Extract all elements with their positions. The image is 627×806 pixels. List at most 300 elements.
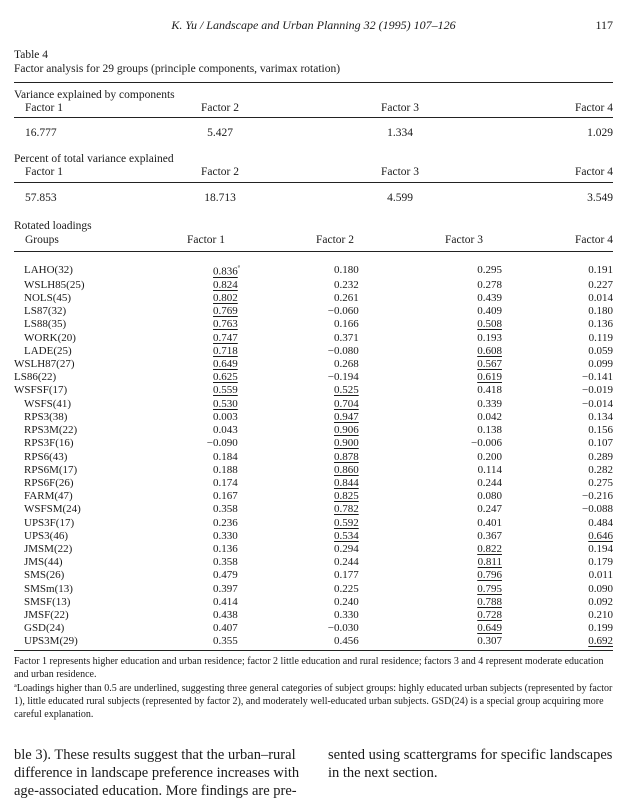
loading-value: 0.747 [213,331,238,344]
footnote-marker: ª [237,264,240,272]
loading-value: 0.822 [477,542,502,555]
loading-value: 0.275 [588,476,613,489]
loading-value: 0.649 [213,358,238,371]
variance-value-f1: 16.777 [25,127,57,139]
loading-value: 0.844 [333,476,359,489]
loading-value: 0.014 [588,292,613,305]
loading-cell-f3 [359,477,502,490]
loading-cell-f4 [502,451,613,464]
loading-value: 0.090 [588,582,613,595]
loading-cell-f4 [502,358,613,371]
loading-value: 0.625 [213,371,238,384]
loading-value: 0.811 [477,556,502,569]
loading-value: 0.080 [477,490,502,503]
table-row [14,398,613,411]
loading-cell-f3 [359,503,502,516]
loading-cell-f2 [246,279,359,292]
loading-cell-f1 [143,305,246,318]
loading-cell-f1 [143,635,246,648]
table-bottom-rule [14,650,613,651]
loading-value: 0.232 [333,278,359,291]
loading-value: 0.200 [477,450,502,463]
loading-cell-f3 [359,530,502,543]
rotated-header-f2: Factor 2 [316,234,355,246]
percent-header-rule [14,182,613,183]
loading-value: 0.244 [477,476,502,489]
loading-cell-f3 [359,490,502,503]
group-cell: JMSM(22) [24,542,73,555]
group-cell: RPS3F(16) [24,437,74,450]
loading-value: 0.796 [477,569,502,582]
loading-value: 0.307 [477,635,502,648]
loading-cell-f4 [502,384,613,397]
loading-value: 0.592 [333,516,359,529]
loading-value: −0.030 [327,622,359,635]
group-cell: UPS3F(17) [24,516,75,529]
loading-value: −0.019 [582,384,613,397]
loading-cell-f3 [359,305,502,318]
body-text-left-column: ble 3). These results suggest that the urban–rural difference in landscape preference increases with age-associated education. More findings are pre- [14,747,300,799]
loading-cell-f4 [502,398,613,411]
loading-cell-f4 [502,490,613,503]
loading-cell-f2 [246,477,359,490]
rotated-header-rule [14,251,613,252]
loading-cell-f4 [502,503,613,516]
group-cell: WSFS(41) [24,397,72,410]
loading-cell-f3 [359,424,502,437]
loading-cell-f2 [246,305,359,318]
loading-value: 0.479 [213,569,238,582]
loading-cell-f3 [359,556,502,569]
loading-value: 0.355 [213,635,238,648]
loading-value: 0.166 [333,318,359,331]
loading-cell-f4 [502,622,613,635]
loading-cell-f4 [502,345,613,358]
table-row [14,332,613,345]
loading-cell-f1 [143,530,246,543]
loading-value: 0.294 [333,542,359,555]
loading-cell-f2 [246,503,359,516]
table-row [14,490,613,503]
loading-cell-f3 [359,345,502,358]
loading-value: 0.401 [477,516,502,529]
loading-value: 0.763 [213,318,238,331]
loading-cell-f3 [359,398,502,411]
loading-value: 0.236 [213,516,238,529]
loading-cell-f4 [502,371,613,384]
loading-cell-f1 [143,262,246,279]
group-cell: LS86(22) [14,371,57,384]
loading-value: 0.180 [333,263,359,276]
table-row [14,358,613,371]
group-cell: RPS6F(26) [24,476,74,489]
loading-value: 0.240 [333,595,359,608]
loading-cell-f1 [143,292,246,305]
loading-cell-f1 [143,384,246,397]
loading-cell-f2 [246,517,359,530]
loading-cell-f1 [143,398,246,411]
table-row [14,622,613,635]
group-cell: RPS6(43) [24,450,68,463]
table-row [14,556,613,569]
loading-cell-f1 [143,437,246,450]
loading-cell-f1 [143,596,246,609]
variance-header-rule [14,117,613,118]
loading-value: 0.278 [477,278,502,291]
loading-cell-f1 [143,503,246,516]
group-cell: LS87(32) [24,305,67,318]
variance-header-f4: Factor 4 [574,102,613,114]
loading-value: 0.367 [477,529,502,542]
loading-cell-f2 [246,371,359,384]
loading-cell-f1 [143,358,246,371]
loading-value: 0.268 [333,358,359,371]
loading-value: 0.534 [333,529,359,542]
loading-cell-f4 [502,517,613,530]
table-row [14,517,613,530]
loading-value: 0.439 [477,292,502,305]
rotated-section-title: Rotated loadings [14,220,92,232]
loading-cell-f1 [143,371,246,384]
loading-value: 0.193 [477,331,502,344]
loading-cell-f4 [502,635,613,648]
loading-value: 0.247 [477,503,502,516]
group-cell: WORK(20) [24,331,76,344]
percent-header-f4: Factor 4 [574,166,613,178]
loading-cell-f4 [502,596,613,609]
loading-cell-f1 [143,569,246,582]
loading-value: 0.649 [477,622,502,635]
loading-cell-f3 [359,437,502,450]
group-cell: LADE(25) [24,344,72,357]
loading-value: 0.295 [477,263,502,276]
loading-value: 0.156 [588,424,613,437]
loading-cell-f2 [246,318,359,331]
loading-cell-f2 [246,569,359,582]
loading-cell-f1 [143,622,246,635]
rotated-loadings-table [14,262,613,649]
loading-value: 0.704 [333,397,359,410]
group-cell: JMSF(22) [24,608,69,621]
loading-cell-f2 [246,451,359,464]
loading-value: 0.619 [477,371,502,384]
loading-cell-f1 [143,556,246,569]
loading-value: 0.003 [213,410,238,423]
loading-value: 0.878 [333,450,359,463]
variance-value-f2: 5.427 [207,127,233,139]
footnote-underlining: ªLoadings higher than 0.5 are underlined, suggesting three general categories of subject groups: highly educated urban subjects (represented by factor 1), little educated rural subjects (represented by factor 2), and moderately well-educated urban subjects. GSD(24) is a special group acquiring more careful explanation. [14,683,613,720]
table-row [14,569,613,582]
loading-value: −0.006 [470,437,502,450]
percent-header-f3: Factor 3 [380,166,419,178]
loading-value: 0.289 [588,450,613,463]
loading-value: 0.191 [588,263,613,276]
loading-value: 0.138 [477,424,502,437]
loading-value: 0.836 [213,265,238,278]
loading-value: 0.339 [477,397,502,410]
loading-value: −0.141 [582,371,613,384]
loading-value: 0.167 [213,490,238,503]
loading-value: 0.718 [213,344,238,357]
loading-value: 0.530 [213,397,238,410]
loading-value: 0.418 [477,384,502,397]
percent-value-f3: 4.599 [387,192,413,204]
loading-value: 0.134 [588,410,613,423]
loading-value: 0.099 [588,358,613,371]
variance-value-f3: 1.334 [387,127,413,139]
loading-cell-f3 [359,358,502,371]
loading-cell-f4 [502,543,613,556]
loading-cell-f3 [359,635,502,648]
table-row [14,411,613,424]
percent-value-f4: 3.549 [587,192,613,204]
group-cell: WSLH85(25) [24,278,85,291]
loading-cell-f3 [359,622,502,635]
loading-cell-f4 [502,569,613,582]
page-number: 117 [595,18,613,32]
loading-value: 0.136 [588,318,613,331]
loading-value: 0.059 [588,344,613,357]
loading-value: 0.261 [333,292,359,305]
loading-cell-f2 [246,543,359,556]
loading-value: 0.860 [333,463,359,476]
loading-cell-f4 [502,437,613,450]
loading-value: 0.508 [477,318,502,331]
loading-value: −0.194 [327,371,359,384]
loading-value: 0.043 [213,424,238,437]
group-cell: RPS6M(17) [24,463,78,476]
loading-cell-f2 [246,437,359,450]
loading-cell-f3 [359,517,502,530]
loading-value: 0.397 [213,582,238,595]
table-row [14,635,613,648]
group-cell: SMSF(13) [24,595,71,608]
loading-cell-f2 [246,398,359,411]
loading-value: 0.136 [213,542,238,555]
table-row [14,345,613,358]
loading-value: 0.330 [333,608,359,621]
loading-value: 0.244 [333,556,359,569]
loading-cell-f4 [502,464,613,477]
table-caption: Factor analysis for 29 groups (principle components, varimax rotation) [14,63,341,75]
variance-header-f3: Factor 3 [380,102,419,114]
table-row [14,279,613,292]
loading-value: 0.947 [333,410,359,423]
loading-value: 0.330 [213,529,238,542]
loading-value: −0.090 [206,437,238,450]
loading-value: 0.567 [477,358,502,371]
percent-header-f1: Factor 1 [25,166,64,178]
loading-cell-f2 [246,622,359,635]
loading-cell-f3 [359,292,502,305]
table-row [14,424,613,437]
loading-value: 0.358 [213,556,238,569]
loading-value: 0.107 [588,437,613,450]
group-cell: RPS3(38) [24,410,68,423]
group-cell: SMS(26) [24,569,65,582]
loading-value: 0.407 [213,622,238,635]
percent-section-title: Percent of total variance explained [14,153,174,165]
loading-cell-f1 [143,517,246,530]
table-row [14,305,613,318]
group-cell: JMS(44) [24,556,63,569]
loading-cell-f4 [502,318,613,331]
loading-value: 0.824 [213,278,238,291]
group-cell: NOLS(45) [24,292,72,305]
loading-cell-f1 [143,424,246,437]
loading-cell-f3 [359,451,502,464]
loading-cell-f2 [246,345,359,358]
loading-value: −0.088 [582,503,613,516]
group-cell: LS88(35) [24,318,67,331]
loading-value: 0.092 [588,595,613,608]
table-row [14,609,613,622]
loading-value: −0.014 [582,397,613,410]
loading-value: 0.042 [477,410,502,423]
loading-value: 0.184 [213,450,238,463]
loading-cell-f4 [502,583,613,596]
loading-cell-f1 [143,451,246,464]
percent-header-f2: Factor 2 [200,166,239,178]
loading-cell-f2 [246,292,359,305]
loading-value: 0.906 [333,424,359,437]
loading-cell-f4 [502,305,613,318]
table-row [14,477,613,490]
loading-cell-f1 [143,279,246,292]
loading-cell-f2 [246,530,359,543]
loading-cell-f2 [246,635,359,648]
group-cell: UPS3(46) [24,529,69,542]
table-row [14,451,613,464]
loading-cell-f3 [359,318,502,331]
loading-cell-f3 [359,569,502,582]
group-cell: SMSm(13) [24,582,73,595]
loading-cell-f4 [502,262,613,279]
loading-value: 0.559 [213,384,238,397]
loading-cell-f3 [359,596,502,609]
loading-value: 0.371 [333,331,359,344]
rotated-header-f1: Factor 1 [187,234,226,246]
loading-value: 0.358 [213,503,238,516]
loading-value: 0.728 [477,608,502,621]
loading-cell-f1 [143,345,246,358]
rotated-loadings-body [14,262,613,649]
loading-cell-f3 [359,384,502,397]
table-row [14,464,613,477]
variance-value-f4: 1.029 [587,127,613,139]
loading-value: 0.438 [213,608,238,621]
loading-cell-f2 [246,262,359,279]
loading-value: 0.225 [333,582,359,595]
loading-value: 0.608 [477,344,502,357]
group-cell: WSLH87(27) [14,358,75,371]
loading-cell-f1 [143,477,246,490]
loading-cell-f2 [246,358,359,371]
loading-cell-f4 [502,477,613,490]
loading-value: 0.788 [477,595,502,608]
group-cell: UPS3M(29) [24,635,78,648]
loading-value: 0.180 [588,305,613,318]
loading-value: 0.210 [588,608,613,621]
table-row [14,437,613,450]
loading-cell-f1 [143,464,246,477]
loading-cell-f2 [246,464,359,477]
loading-cell-f2 [246,556,359,569]
rotated-header-groups: Groups [25,234,59,246]
loading-cell-f4 [502,292,613,305]
table-row [14,530,613,543]
table-row [14,318,613,331]
group-cell: LAHO(32) [24,263,73,276]
loading-cell-f3 [359,332,502,345]
loading-value: 0.456 [333,635,359,648]
table-row [14,503,613,516]
loading-value: 0.900 [333,437,359,450]
body-text-right-column: sented using scattergrams for specific landscapes in the next section. [328,747,613,781]
rotated-header-f3: Factor 3 [445,234,484,246]
loading-value: 0.282 [588,463,613,476]
variance-header-f1: Factor 1 [25,102,64,114]
table-row [14,543,613,556]
percent-value-f2: 18.713 [204,192,236,204]
loading-value: 0.011 [588,569,613,582]
loading-cell-f2 [246,384,359,397]
loading-cell-f2 [246,596,359,609]
loading-value: 0.227 [588,278,613,291]
loading-cell-f4 [502,411,613,424]
percent-value-f1: 57.853 [25,192,57,204]
loading-value: 0.114 [477,463,502,476]
loading-cell-f2 [246,424,359,437]
table-row [14,384,613,397]
loading-cell-f4 [502,424,613,437]
loading-cell-f1 [143,543,246,556]
loading-value: −0.080 [327,344,359,357]
loading-cell-f4 [502,530,613,543]
loading-value: 0.769 [213,305,238,318]
loading-value: 0.802 [213,292,238,305]
loading-cell-f3 [359,583,502,596]
loading-cell-f4 [502,332,613,345]
loading-value: 0.177 [333,569,359,582]
loading-value: 0.414 [213,595,238,608]
table-row [14,596,613,609]
loading-cell-f2 [246,332,359,345]
group-cell: GSD(24) [24,622,65,635]
table-row [14,583,613,596]
loading-cell-f3 [359,609,502,622]
loading-value: 0.692 [588,635,613,648]
loading-cell-f1 [143,490,246,503]
loading-cell-f2 [246,411,359,424]
group-cell: WSFSM(24) [24,503,81,516]
group-cell: FARM(47) [24,490,73,503]
loading-value: 0.119 [588,331,613,344]
loading-value: 0.795 [477,582,502,595]
loading-cell-f1 [143,411,246,424]
loading-cell-f3 [359,279,502,292]
loading-cell-f4 [502,556,613,569]
loading-cell-f3 [359,411,502,424]
loading-cell-f3 [359,262,502,279]
table-row [14,262,613,279]
loading-value: 0.194 [588,542,613,555]
variance-section-title: Variance explained by components [14,89,175,101]
loading-cell-f3 [359,371,502,384]
variance-header-f2: Factor 2 [200,102,239,114]
loading-value: −0.216 [582,490,613,503]
loading-value: 0.409 [477,305,502,318]
